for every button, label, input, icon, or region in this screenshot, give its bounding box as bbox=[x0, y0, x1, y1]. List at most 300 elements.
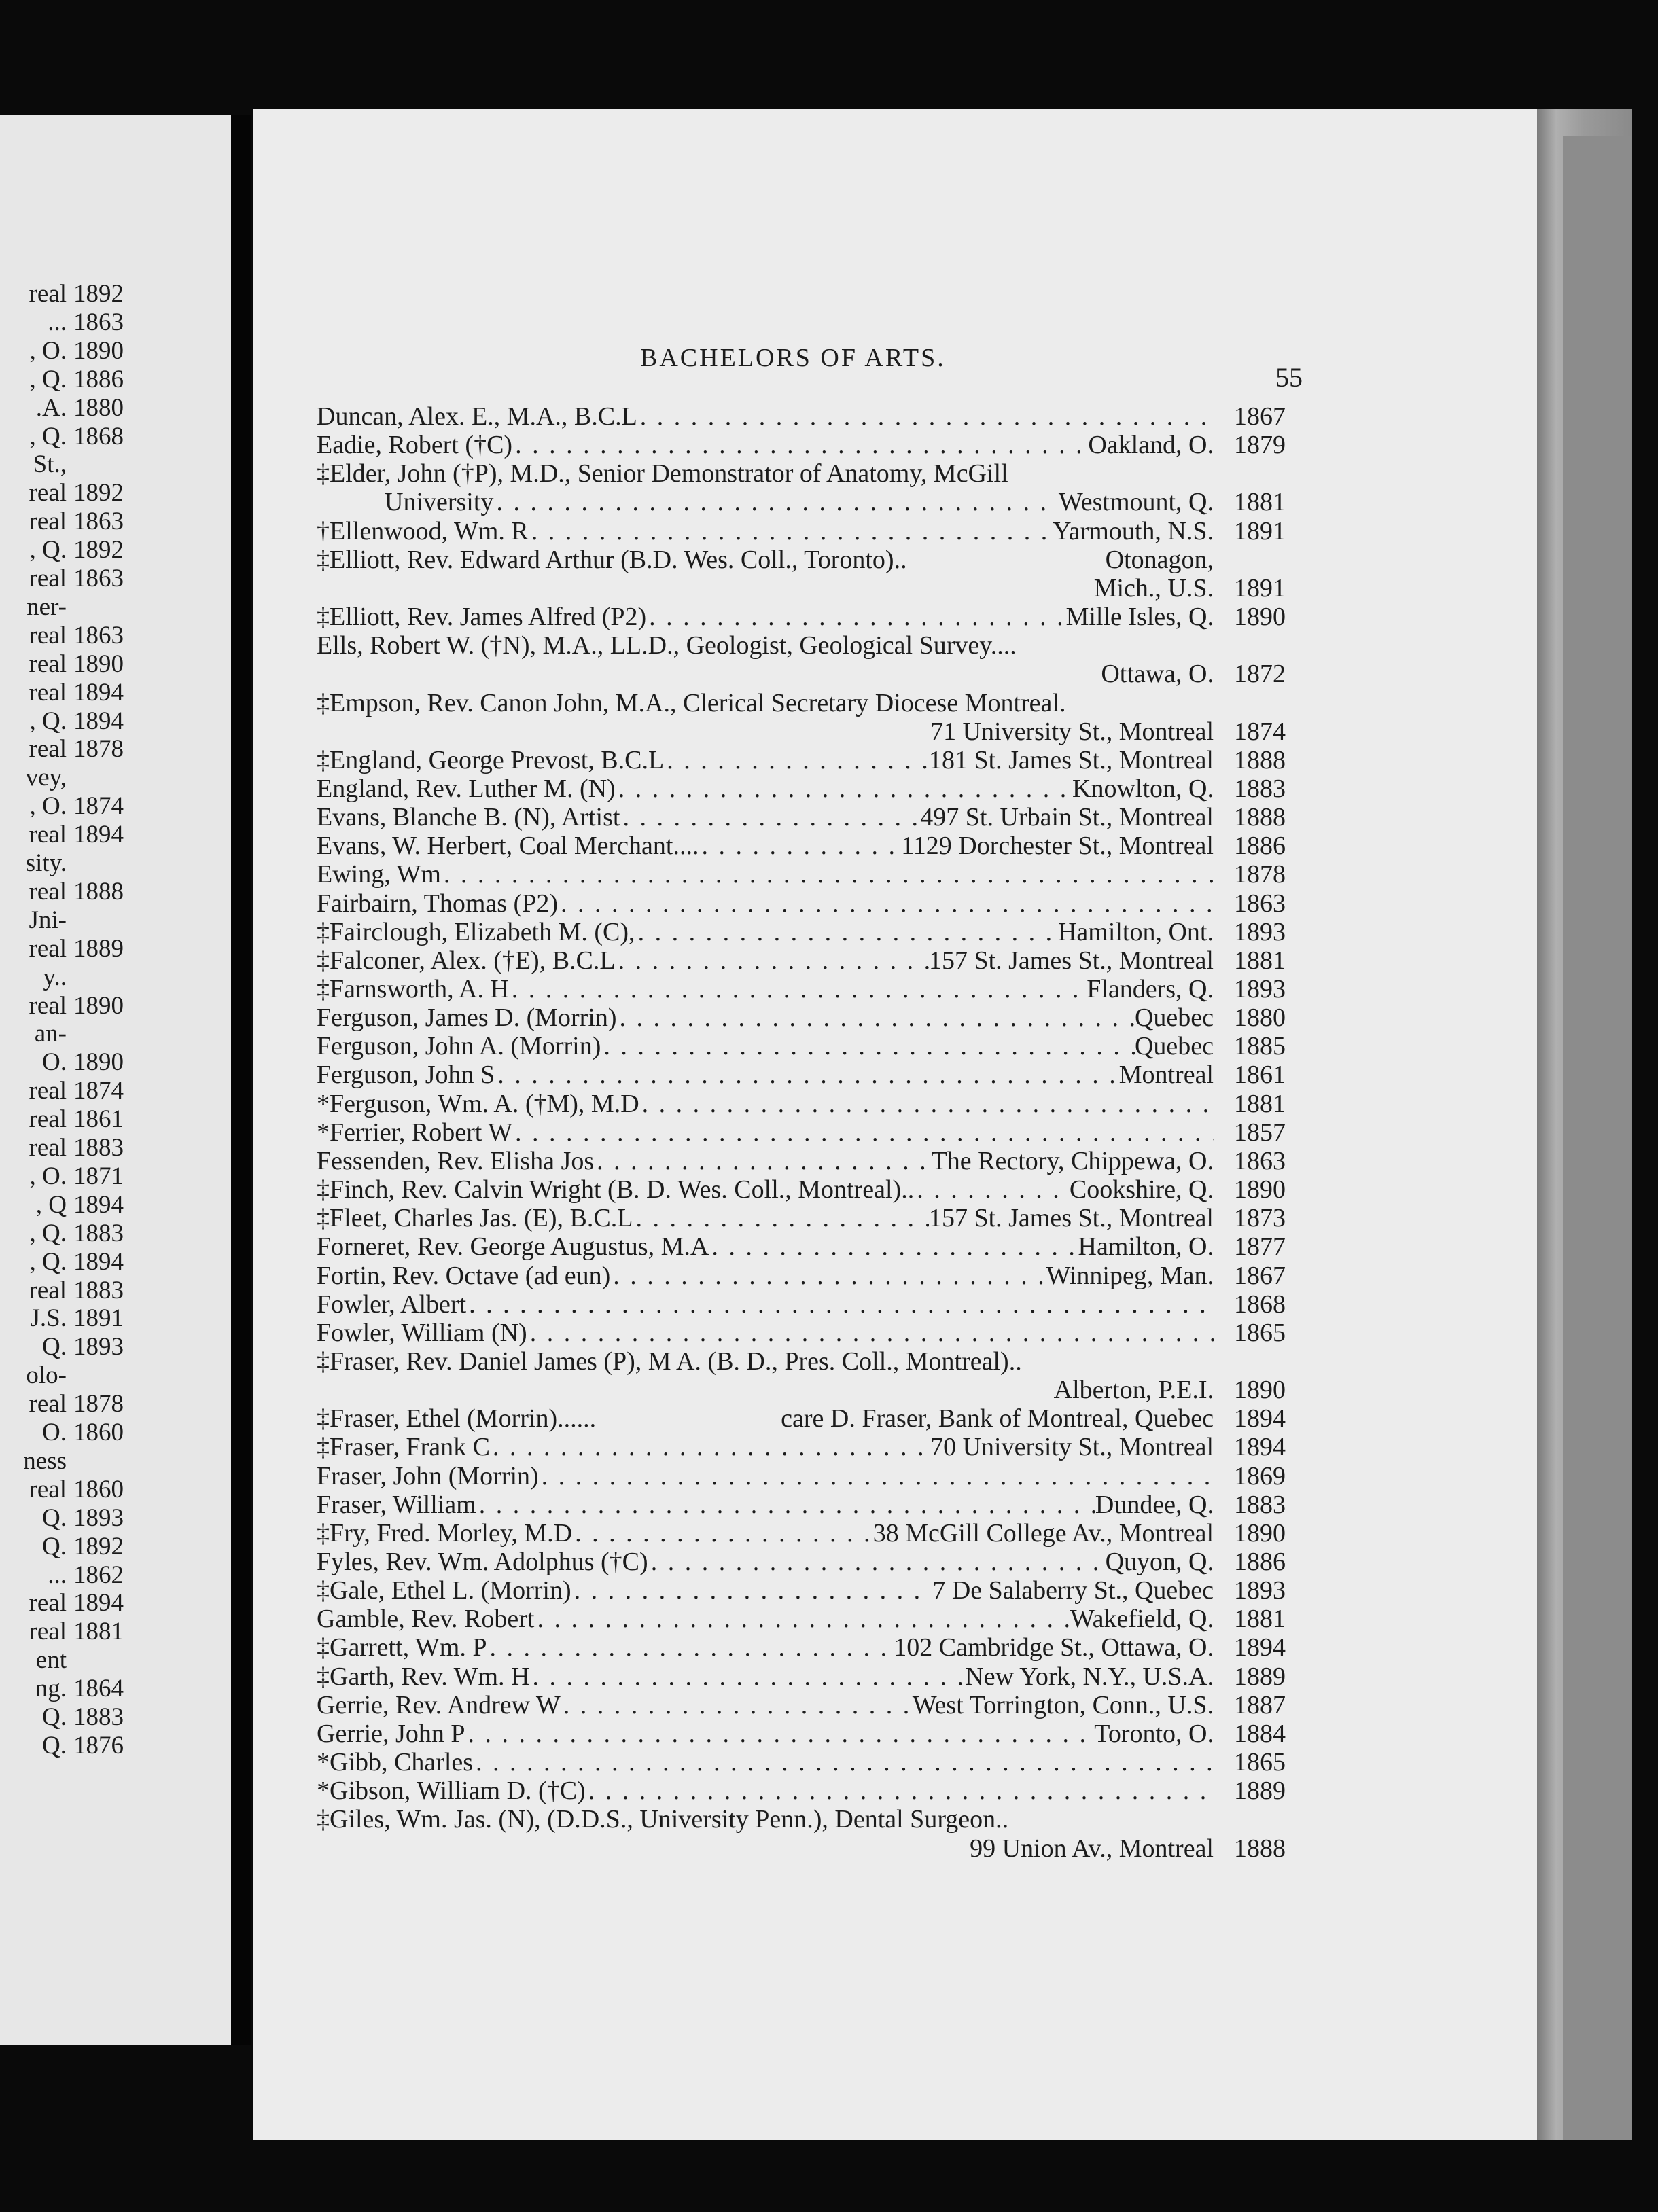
facing-line-year: 1871 bbox=[73, 1162, 124, 1190]
facing-line-text: , Q. bbox=[29, 707, 67, 735]
entry-address: Toronto, O. bbox=[1094, 1719, 1214, 1748]
facing-line-year: 1894 bbox=[73, 678, 124, 707]
facing-page-line bbox=[0, 1646, 217, 1675]
entry-row bbox=[317, 689, 1407, 717]
dot-leader bbox=[633, 1204, 929, 1232]
entry-name: Ells, Robert W. (†N), M.A., LL.D., Geologist, Geological Survey.... bbox=[317, 631, 1017, 660]
entry-name: Ewing, Wm bbox=[317, 860, 441, 889]
entry-name: Gerrie, Rev. Andrew W bbox=[317, 1690, 561, 1719]
entry-year: 1888 bbox=[1234, 803, 1286, 832]
facing-page-fragment bbox=[0, 115, 231, 2045]
entry-year: 1886 bbox=[1234, 1548, 1286, 1576]
entry-name: *Ferguson, Wm. A. (†M), M.D bbox=[317, 1089, 639, 1118]
facing-line-text: an- bbox=[34, 1020, 67, 1048]
facing-line-text: ness bbox=[23, 1446, 67, 1475]
facing-page-line bbox=[0, 479, 217, 507]
facing-page-line bbox=[0, 365, 217, 394]
entry-year: 1878 bbox=[1234, 860, 1286, 889]
entry-row bbox=[317, 1834, 1407, 1863]
facing-line-text: ... bbox=[48, 308, 67, 336]
entry-address: Flanders, Q. bbox=[1087, 975, 1214, 1003]
facing-line-text: ... bbox=[48, 1560, 67, 1589]
facing-page-line bbox=[0, 1191, 217, 1219]
facing-line-text: Jni- bbox=[29, 906, 67, 934]
entry-address: Ottawa, O. bbox=[1101, 660, 1214, 689]
facing-page-line bbox=[0, 1048, 217, 1077]
facing-page-line bbox=[0, 450, 217, 479]
entry-address: Otonagon, bbox=[1105, 545, 1214, 574]
entry-row bbox=[317, 946, 1407, 975]
facing-page-line bbox=[0, 735, 217, 764]
dot-leader bbox=[914, 1175, 1070, 1204]
entry-year: 1879 bbox=[1234, 431, 1286, 460]
facing-line-text: real bbox=[29, 1589, 67, 1618]
entry-row bbox=[317, 717, 1407, 746]
facing-line-year: 1893 bbox=[73, 1503, 124, 1532]
entry-year: 1881 bbox=[1234, 488, 1286, 517]
entry-row bbox=[317, 1605, 1407, 1633]
entry-year: 1890 bbox=[1234, 1175, 1286, 1205]
facing-line-text: , Q bbox=[35, 1190, 67, 1219]
facing-line-year: 1860 bbox=[73, 1419, 124, 1446]
dot-leader bbox=[512, 431, 1088, 459]
entry-row bbox=[317, 517, 1407, 546]
facing-page-line bbox=[0, 1162, 217, 1191]
entry-address: Hamilton, O. bbox=[1078, 1232, 1214, 1262]
dot-leader bbox=[539, 1462, 1214, 1491]
facing-line-text: y.. bbox=[43, 963, 67, 991]
facing-line-year: 1894 bbox=[73, 707, 124, 735]
entry-row bbox=[317, 1090, 1407, 1118]
facing-line-year: 1862 bbox=[73, 1560, 124, 1589]
facing-page-line bbox=[0, 821, 217, 849]
entry-row bbox=[317, 488, 1407, 516]
entry-address: Quyon, Q. bbox=[1105, 1548, 1214, 1576]
facing-line-year: 1894 bbox=[73, 1190, 124, 1219]
entry-address: 157 St. James St., Montreal bbox=[928, 946, 1214, 975]
facing-page-line bbox=[0, 1675, 217, 1703]
facing-line-year: 1883 bbox=[73, 1276, 124, 1304]
entry-row bbox=[317, 1404, 1407, 1433]
facing-line-text: real bbox=[29, 735, 67, 764]
entry-address: Knowlton, Q. bbox=[1072, 774, 1214, 803]
facing-page-line bbox=[0, 394, 217, 423]
entry-address: New York, N.Y., U.S.A. bbox=[965, 1662, 1214, 1691]
entry-row bbox=[317, 1175, 1407, 1204]
facing-line-year: 1892 bbox=[73, 1532, 124, 1560]
facing-line-text: ent bbox=[35, 1646, 67, 1675]
facing-line-text: real bbox=[29, 1618, 67, 1646]
facing-line-text: real bbox=[29, 991, 67, 1020]
facing-page-line bbox=[0, 1618, 217, 1646]
facing-line-year: 1861 bbox=[73, 1105, 124, 1134]
facing-line-year: 1863 bbox=[73, 507, 124, 536]
entry-name: Fairbairn, Thomas (P2) bbox=[317, 889, 558, 918]
facing-line-text: .A. bbox=[35, 393, 67, 422]
entry-row bbox=[317, 574, 1407, 603]
dot-leader bbox=[529, 517, 1053, 546]
facing-line-text: Q. bbox=[42, 1731, 67, 1760]
facing-page-line bbox=[0, 1419, 217, 1447]
dot-leader bbox=[572, 1519, 873, 1548]
facing-line-year: 1864 bbox=[73, 1675, 124, 1703]
facing-line-text: Q. bbox=[42, 1703, 67, 1731]
dot-leader bbox=[527, 1319, 1214, 1347]
facing-page-line bbox=[0, 1589, 217, 1618]
running-head: BACHELORS OF ARTS. bbox=[640, 344, 946, 372]
entry-year: 1889 bbox=[1234, 1777, 1286, 1806]
facing-line-text: Q. bbox=[42, 1532, 67, 1560]
entry-year: 1869 bbox=[1234, 1461, 1286, 1491]
facing-page-line bbox=[0, 1248, 217, 1277]
facing-line-year: 1874 bbox=[73, 1077, 124, 1105]
facing-line-text: St., bbox=[33, 450, 67, 479]
facing-line-year: 1878 bbox=[73, 1390, 124, 1419]
facing-line-year: 1881 bbox=[73, 1618, 124, 1646]
entry-address: West Torrington, Conn., U.S. bbox=[912, 1690, 1214, 1719]
entry-address: care D. Fraser, Bank of Montreal, Quebec bbox=[781, 1404, 1214, 1433]
entry-year: 1877 bbox=[1234, 1232, 1286, 1262]
entry-year: 1884 bbox=[1234, 1719, 1286, 1748]
entry-address: Wakefield, Q. bbox=[1070, 1605, 1214, 1634]
entry-year: 1891 bbox=[1234, 516, 1286, 546]
facing-line-text: real bbox=[29, 821, 67, 849]
entry-address: 38 McGill College Av., Montreal bbox=[872, 1518, 1214, 1548]
dot-leader bbox=[493, 488, 1058, 516]
entry-row bbox=[317, 1662, 1407, 1691]
entry-address: 497 St. Urbain St., Montreal bbox=[920, 803, 1214, 832]
facing-line-text: real bbox=[29, 1276, 67, 1304]
entry-name: ‡Farnsworth, A. H bbox=[317, 975, 509, 1003]
entry-row bbox=[317, 918, 1407, 946]
entry-row bbox=[317, 402, 1407, 431]
facing-page-line bbox=[0, 764, 217, 792]
facing-line-text: Q. bbox=[42, 1503, 67, 1532]
entry-row bbox=[317, 1003, 1407, 1032]
dot-leader bbox=[699, 832, 901, 860]
entry-address: Mich., U.S. bbox=[1093, 573, 1214, 603]
facing-line-year: 1892 bbox=[73, 536, 124, 565]
facing-page-line bbox=[0, 1361, 217, 1390]
entry-row bbox=[317, 1433, 1407, 1461]
entry-year: 1893 bbox=[1234, 975, 1286, 1003]
entry-year: 1888 bbox=[1234, 1834, 1286, 1863]
entry-year: 1874 bbox=[1234, 717, 1286, 746]
facing-page-line bbox=[0, 1476, 217, 1504]
facing-line-text: real bbox=[29, 1077, 67, 1105]
facing-line-year: 1890 bbox=[73, 649, 124, 678]
facing-page-line bbox=[0, 593, 217, 622]
dot-leader bbox=[466, 1290, 1214, 1319]
facing-page-line bbox=[0, 849, 217, 878]
entry-name: Evans, Blanche B. (N), Artist bbox=[317, 803, 620, 832]
entry-year: 1861 bbox=[1234, 1060, 1286, 1090]
facing-line-text: , Q. bbox=[29, 536, 67, 565]
facing-page-line bbox=[0, 707, 217, 736]
entry-address: 71 University St., Montreal bbox=[930, 717, 1214, 746]
facing-page-line bbox=[0, 906, 217, 935]
entry-name: ‡England, George Prevost, B.C.L bbox=[317, 745, 665, 774]
facing-line-year: 1860 bbox=[73, 1475, 124, 1503]
facing-line-year: 1894 bbox=[73, 821, 124, 849]
entry-year: 1880 bbox=[1234, 1003, 1286, 1033]
facing-line-year: 1892 bbox=[73, 280, 124, 308]
entry-row bbox=[317, 860, 1407, 889]
entry-year: 1893 bbox=[1234, 917, 1286, 946]
facing-line-year: 1894 bbox=[73, 1589, 124, 1618]
facing-page-line bbox=[0, 622, 217, 650]
entry-row bbox=[317, 546, 1407, 574]
facing-line-text: real bbox=[29, 1475, 67, 1503]
entry-name: Gerrie, John P bbox=[317, 1719, 465, 1748]
facing-page-line bbox=[0, 1134, 217, 1162]
entry-row bbox=[317, 431, 1407, 459]
entry-address: Quebec bbox=[1134, 1032, 1214, 1061]
facing-page-line bbox=[0, 1020, 217, 1048]
facing-line-year: 1883 bbox=[73, 1219, 124, 1247]
facing-line-year: 1878 bbox=[73, 735, 124, 764]
facing-page-line bbox=[0, 337, 217, 365]
entry-address: Oakland, O. bbox=[1088, 431, 1214, 460]
facing-line-text: real bbox=[29, 934, 67, 963]
entry-address: Hamilton, Ont. bbox=[1057, 917, 1214, 946]
facing-line-text: O. bbox=[42, 1048, 67, 1077]
facing-page-line bbox=[0, 1219, 217, 1248]
entry-name: Fessenden, Rev. Elisha Jos bbox=[317, 1146, 595, 1175]
page-stack-edge bbox=[1563, 136, 1631, 2140]
entry-address: 70 University St., Montreal bbox=[930, 1433, 1214, 1462]
entry-name: Fyles, Rev. Wm. Adolphus (†C) bbox=[317, 1548, 648, 1576]
entry-name: ‡Fleet, Charles Jas. (E), B.C.L bbox=[317, 1204, 633, 1233]
facing-page-line bbox=[0, 1703, 217, 1732]
entry-row bbox=[317, 1347, 1407, 1376]
entry-name: University bbox=[385, 488, 494, 517]
dot-leader bbox=[594, 1147, 931, 1175]
facing-line-year: 1876 bbox=[73, 1731, 124, 1760]
entry-row bbox=[317, 1319, 1407, 1347]
facing-line-year: 1893 bbox=[73, 1333, 124, 1361]
entry-year: 1886 bbox=[1234, 832, 1286, 861]
entry-year: 1885 bbox=[1234, 1032, 1286, 1061]
entry-row bbox=[317, 1262, 1407, 1290]
facing-page-line bbox=[0, 650, 217, 679]
entry-name: Forneret, Rev. George Augustus, M.A bbox=[317, 1232, 709, 1262]
entry-year: 1881 bbox=[1234, 1089, 1286, 1118]
facing-line-text: real bbox=[29, 479, 67, 507]
entry-name: Evans, W. Herbert, Coal Merchant.... bbox=[317, 832, 699, 861]
facing-line-text: J.S. bbox=[30, 1304, 67, 1333]
facing-line-text: O. bbox=[42, 1419, 67, 1446]
entry-address: Westmount, Q. bbox=[1058, 488, 1214, 517]
facing-line-text: sity. bbox=[25, 849, 67, 877]
entry-row bbox=[317, 1376, 1407, 1404]
facing-line-year: 1868 bbox=[73, 422, 124, 450]
facing-page-line bbox=[0, 878, 217, 906]
dot-leader bbox=[476, 1491, 1095, 1519]
entry-address: 99 Union Av., Montreal bbox=[970, 1834, 1214, 1863]
entry-year: 1868 bbox=[1234, 1289, 1286, 1319]
book-gutter bbox=[231, 115, 251, 2045]
entry-name: ‡Fraser, Ethel (Morrin)...... bbox=[317, 1404, 597, 1433]
entry-year: 1894 bbox=[1234, 1633, 1286, 1662]
entry-address: Quebec bbox=[1134, 1003, 1214, 1033]
dot-leader bbox=[561, 1691, 913, 1719]
dot-leader bbox=[635, 918, 1058, 946]
facing-line-text: vey, bbox=[25, 764, 67, 792]
entry-name: †Ellenwood, Wm. R bbox=[317, 516, 529, 546]
entry-name: ‡Fairclough, Elizabeth M. (C), bbox=[317, 917, 635, 946]
dot-leader bbox=[646, 603, 1065, 631]
entry-year: 1883 bbox=[1234, 1490, 1286, 1519]
entry-row bbox=[317, 1576, 1407, 1605]
facing-line-year: 1889 bbox=[73, 934, 124, 963]
facing-line-year: 1890 bbox=[73, 1048, 124, 1077]
facing-line-text: , O. bbox=[29, 1162, 67, 1190]
entry-name: Fortin, Rev. Octave (ad eun) bbox=[317, 1261, 611, 1290]
entry-year: 1865 bbox=[1234, 1748, 1286, 1777]
dot-leader bbox=[441, 860, 1214, 889]
entry-address: 1129 Dorchester St., Montreal bbox=[901, 832, 1214, 861]
dot-leader bbox=[487, 1633, 894, 1662]
entry-name: Gamble, Rev. Robert bbox=[317, 1605, 535, 1634]
facing-line-text: real bbox=[29, 649, 67, 678]
facing-page-line bbox=[0, 1390, 217, 1419]
entry-address: Dundee, Q. bbox=[1095, 1490, 1214, 1519]
entry-address: 181 St. James St., Montreal bbox=[928, 745, 1214, 774]
facing-page-line bbox=[0, 792, 217, 821]
entry-name: ‡Fraser, Frank C bbox=[317, 1433, 490, 1462]
entry-row bbox=[317, 1777, 1407, 1805]
facing-line-text: real bbox=[29, 877, 67, 906]
facing-line-year: 1891 bbox=[73, 1304, 124, 1333]
entry-year: 1867 bbox=[1234, 402, 1286, 431]
facing-page-line bbox=[0, 1533, 217, 1561]
facing-line-year: 1880 bbox=[73, 393, 124, 422]
entry-row bbox=[317, 1060, 1407, 1089]
entry-row bbox=[317, 1519, 1407, 1548]
entry-name: Duncan, Alex. E., M.A., B.C.L bbox=[317, 402, 637, 431]
entry-year: 1891 bbox=[1234, 573, 1286, 603]
entry-address: Montreal bbox=[1118, 1060, 1214, 1090]
facing-page-line bbox=[0, 1447, 217, 1476]
facing-page-line bbox=[0, 1333, 217, 1361]
entry-name: Fowler, William (N) bbox=[317, 1318, 527, 1347]
entry-row bbox=[317, 1748, 1407, 1777]
facing-line-text: Q. bbox=[42, 1333, 67, 1361]
entry-year: 1894 bbox=[1234, 1404, 1286, 1433]
dot-leader bbox=[637, 402, 1214, 431]
facing-line-year: 1894 bbox=[73, 1247, 124, 1276]
facing-page-line bbox=[0, 1561, 217, 1590]
facing-page-line bbox=[0, 1732, 217, 1760]
facing-line-year: 1863 bbox=[73, 308, 124, 336]
entry-row bbox=[317, 459, 1407, 488]
entry-year: 1881 bbox=[1234, 946, 1286, 975]
entry-year: 1889 bbox=[1234, 1662, 1286, 1691]
entry-address: The Rectory, Chippewa, O. bbox=[931, 1146, 1214, 1175]
entry-name: Fraser, William bbox=[317, 1490, 476, 1519]
facing-line-text: , O. bbox=[29, 792, 67, 821]
entry-row bbox=[317, 1147, 1407, 1175]
facing-page-line bbox=[0, 1504, 217, 1533]
facing-line-text: real bbox=[29, 678, 67, 707]
dot-leader bbox=[616, 774, 1072, 803]
dot-leader bbox=[610, 1262, 1046, 1290]
entry-address: 7 De Salaberry St., Quebec bbox=[932, 1576, 1214, 1605]
facing-page-line bbox=[0, 1077, 217, 1105]
entry-name: *Gibb, Charles bbox=[317, 1748, 474, 1777]
entry-year: 1890 bbox=[1234, 1518, 1286, 1548]
entry-row bbox=[317, 1548, 1407, 1576]
entry-address: Alberton, P.E.I. bbox=[1053, 1376, 1214, 1405]
facing-line-text: , Q. bbox=[29, 365, 67, 393]
entry-row bbox=[317, 1691, 1407, 1719]
book-page bbox=[253, 109, 1537, 2140]
entry-address: Winnipeg, Man. bbox=[1046, 1261, 1214, 1290]
entry-name: ‡Garth, Rev. Wm. H bbox=[317, 1662, 530, 1691]
facing-line-text: real bbox=[29, 1134, 67, 1162]
page-number: 55 bbox=[1275, 362, 1303, 393]
entry-name: ‡Elliott, Rev. Edward Arthur (B.D. Wes. Coll., Toronto).. bbox=[317, 545, 907, 574]
entry-name: ‡Finch, Rev. Calvin Wright (B. D. Wes. Coll., Montreal).. bbox=[317, 1175, 915, 1205]
entry-row bbox=[317, 1805, 1407, 1834]
entry-row bbox=[317, 803, 1407, 832]
facing-line-year: 1886 bbox=[73, 365, 124, 393]
facing-line-text: ner- bbox=[27, 592, 67, 621]
entry-year: 1888 bbox=[1234, 745, 1286, 774]
entry-name: *Ferrier, Robert W bbox=[317, 1118, 512, 1147]
dot-leader bbox=[495, 1060, 1119, 1089]
facing-page-line bbox=[0, 1277, 217, 1305]
entry-row bbox=[317, 1462, 1407, 1491]
entry-row bbox=[317, 774, 1407, 803]
entry-address: Cookshire, Q. bbox=[1069, 1175, 1214, 1205]
entry-name: Fraser, John (Morrin) bbox=[317, 1461, 539, 1491]
facing-line-text: real bbox=[29, 565, 67, 592]
dot-leader bbox=[617, 1003, 1135, 1032]
dot-leader bbox=[639, 1090, 1214, 1118]
dot-leader bbox=[620, 803, 920, 832]
facing-page-line bbox=[0, 935, 217, 963]
facing-line-text: , Q. bbox=[29, 1247, 67, 1276]
facing-page-line bbox=[0, 963, 217, 992]
entry-name: ‡Gale, Ethel L. (Morrin) bbox=[317, 1576, 571, 1605]
entry-name: Ferguson, James D. (Morrin) bbox=[317, 1003, 617, 1033]
entry-row bbox=[317, 1491, 1407, 1519]
entry-name: ‡Fry, Fred. Morley, M.D bbox=[317, 1518, 573, 1548]
entry-year: 1863 bbox=[1234, 1146, 1286, 1175]
entry-name: Fowler, Albert bbox=[317, 1289, 467, 1319]
entry-row bbox=[317, 660, 1407, 688]
dot-leader bbox=[490, 1433, 930, 1461]
facing-line-text: , Q. bbox=[29, 422, 67, 450]
entry-name: ‡Empson, Rev. Canon John, M.A., Clerical Secretary Diocese Montreal. bbox=[317, 688, 1066, 717]
entry-row bbox=[317, 975, 1407, 1003]
entry-row bbox=[317, 1633, 1407, 1662]
entry-name: ‡Elliott, Rev. James Alfred (P2) bbox=[317, 603, 647, 632]
entry-year: 1881 bbox=[1234, 1605, 1286, 1634]
dot-leader bbox=[473, 1748, 1214, 1777]
entry-year: 1863 bbox=[1234, 889, 1286, 918]
entry-row bbox=[317, 1719, 1407, 1748]
dot-leader bbox=[586, 1777, 1214, 1805]
facing-page-line bbox=[0, 992, 217, 1020]
facing-page-line bbox=[0, 679, 217, 707]
facing-page-line bbox=[0, 1105, 217, 1134]
entry-year: 1893 bbox=[1234, 1576, 1286, 1605]
facing-line-text: real bbox=[29, 621, 67, 649]
dot-leader bbox=[558, 889, 1214, 918]
